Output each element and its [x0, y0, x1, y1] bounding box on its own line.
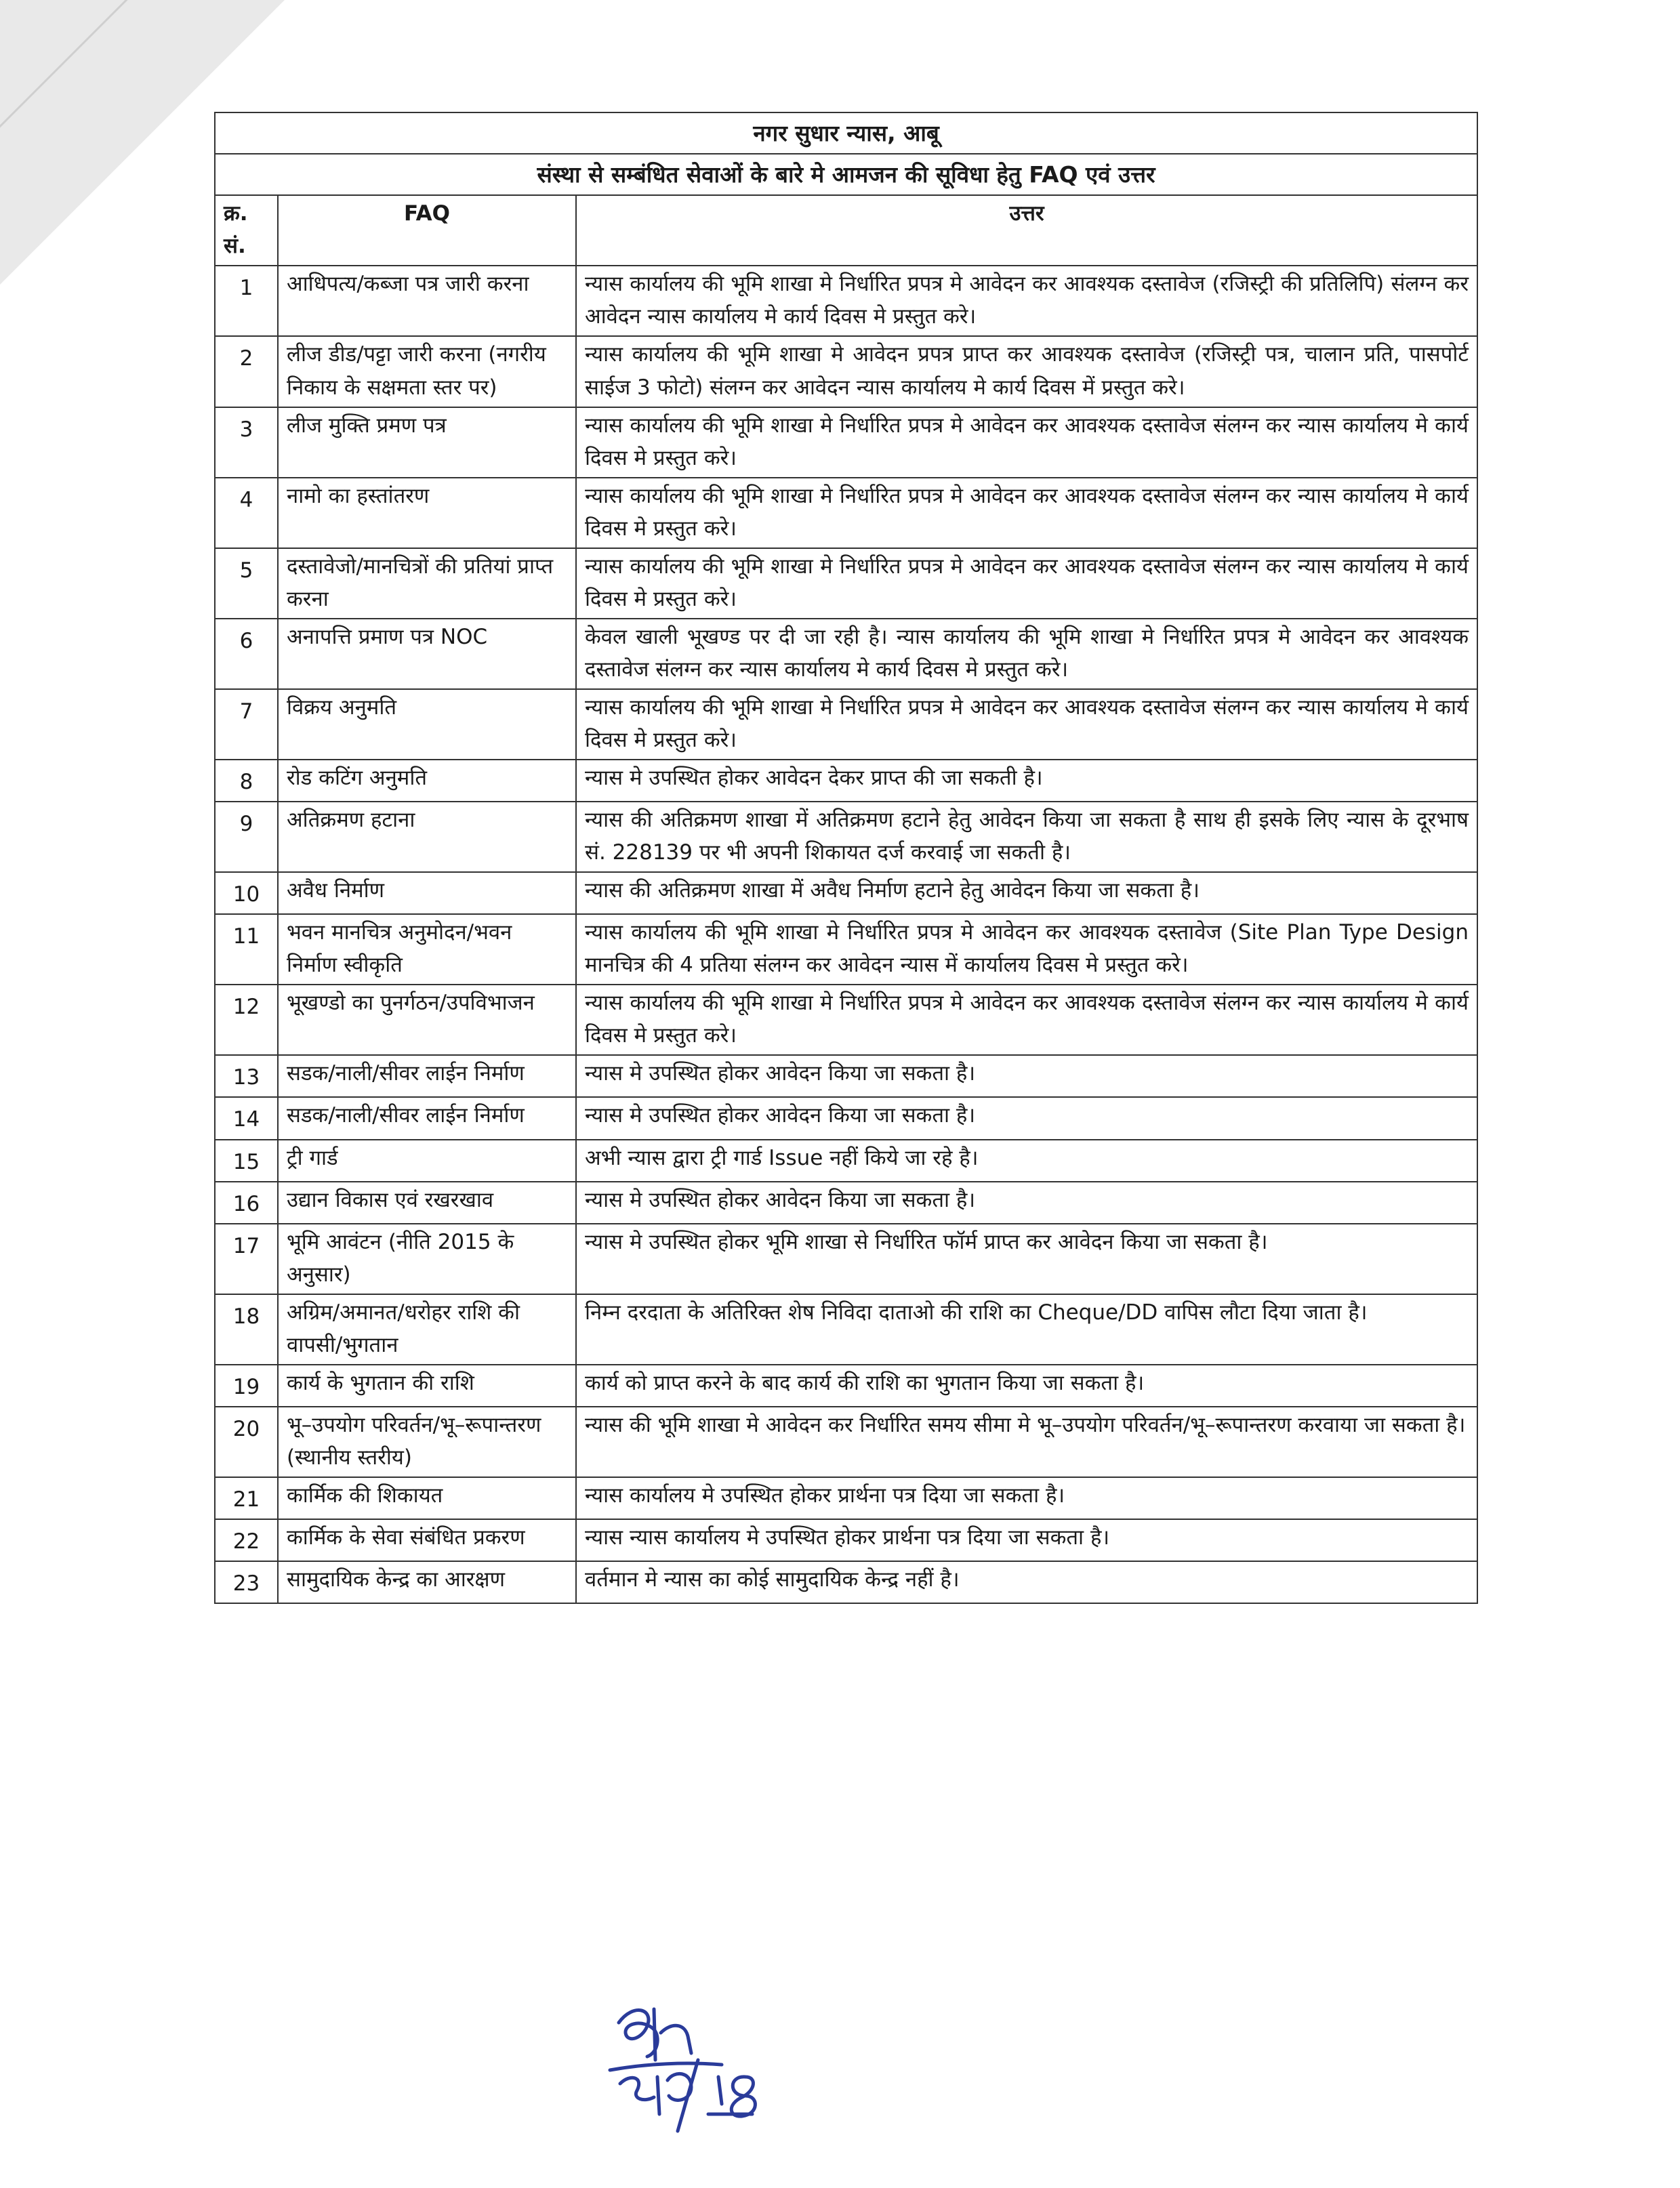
row-answer: न्यास मे उपस्थित होकर भूमि शाखा से निर्धारित फॉर्म प्राप्त कर आवेदन किया जा सकता है। [576, 1224, 1477, 1294]
table-row [215, 914, 1477, 985]
faq-table [214, 112, 1478, 1604]
row-answer: न्यास की अतिक्रमण शाखा में अवैध निर्माण हटाने हेतु आवेदन किया जा सकता है। [576, 872, 1477, 914]
row-faq-question: नामो का हस्तांतरण [278, 478, 576, 548]
table-row [215, 760, 1477, 802]
table-row [215, 985, 1477, 1055]
row-serial-number: 8 [215, 760, 278, 802]
row-serial-number: 3 [215, 407, 278, 478]
row-serial-number: 19 [215, 1365, 278, 1407]
row-serial-number: 16 [215, 1182, 278, 1224]
row-faq-question: सडक/नाली/सीवर लाईन निर्माण [278, 1097, 576, 1139]
table-row [215, 1561, 1477, 1603]
row-faq-question: अवैध निर्माण [278, 872, 576, 914]
row-faq-question: भूमि आवंटन (नीति 2015 के अनुसार) [278, 1224, 576, 1294]
table-row [215, 266, 1477, 336]
row-answer: न्यास कार्यालय की भूमि शाखा मे निर्धारित प्रपत्र मे आवेदन कर आवश्यक दस्तावेज संलग्न कर न्यास कार्यालय मे कार्य दिवस मे प्रस्तुत करे। [576, 985, 1477, 1055]
row-answer: न्यास कार्यालय की भूमि शाखा मे निर्धारित प्रपत्र मे आवेदन कर आवश्यक दस्तावेज संलग्न कर न्यास कार्यालय मे कार्य दिवस मे प्रस्तुत करे। [576, 548, 1477, 619]
row-serial-number: 21 [215, 1477, 278, 1519]
row-serial-number: 4 [215, 478, 278, 548]
row-serial-number: 10 [215, 872, 278, 914]
row-faq-question: अनापत्ति प्रमाण पत्र NOC [278, 619, 576, 689]
row-serial-number: 1 [215, 266, 278, 336]
table-row [215, 1365, 1477, 1407]
row-answer: केवल खाली भूखण्ड पर दी जा रही है। न्यास कार्यालय की भूमि शाखा मे निर्धारित प्रपत्र मे आवेदन कर आवश्यक दस्तावेज संलग्न कर न्यास कार्यालय मे कार्य दिवस मे प्रस्तुत करे। [576, 619, 1477, 689]
row-serial-number: 5 [215, 548, 278, 619]
table-row [215, 689, 1477, 760]
table-row [215, 478, 1477, 548]
row-serial-number: 14 [215, 1097, 278, 1139]
row-answer: न्यास कार्यालय की भूमि शाखा मे निर्धारित प्रपत्र मे आवेदन कर आवश्यक दस्तावेज (Site Plan Type Design मानचित्र की 4 प्रतिया संलग्न कर आवेदन न्यास में कार्यालय दिवस मे प्रस्तुत करे। [576, 914, 1477, 985]
row-faq-question: भू–उपयोग परिवर्तन/भू–रूपान्तरण (स्थानीय स्तरीय) [278, 1407, 576, 1477]
row-serial-number: 23 [215, 1561, 278, 1603]
row-answer: न्यास कार्यालय की भूमि शाखा मे निर्धारित प्रपत्र मे आवेदन कर आवश्यक दस्तावेज संलग्न कर न्यास कार्यालय मे कार्य दिवस मे प्रस्तुत करे। [576, 478, 1477, 548]
table-row [215, 548, 1477, 619]
table-row [215, 1519, 1477, 1561]
row-answer: निम्न दरदाता के अतिरिक्त शेष निविदा दाताओ की राशि का Cheque/DD वापिस लौटा दिया जाता है। [576, 1294, 1477, 1365]
row-answer: न्यास मे उपस्थित होकर आवेदन किया जा सकता है। [576, 1182, 1477, 1224]
row-faq-question: लीज मुक्ति प्रमण पत्र [278, 407, 576, 478]
row-faq-question: कार्मिक की शिकायत [278, 1477, 576, 1519]
table-row [215, 1477, 1477, 1519]
row-answer: कार्य को प्राप्त करने के बाद कार्य की राशि का भुगतान किया जा सकता है। [576, 1365, 1477, 1407]
row-answer: न्यास कार्यालय की भूमि शाखा मे निर्धारित प्रपत्र मे आवेदन कर आवश्यक दस्तावेज संलग्न कर न्यास कार्यालय मे कार्य दिवस मे प्रस्तुत करे। [576, 689, 1477, 760]
table-row [215, 1182, 1477, 1224]
row-answer: न्यास कार्यालय की भूमि शाखा मे निर्धारित प्रपत्र मे आवेदन कर आवश्यक दस्तावेज संलग्न कर न्यास कार्यालय मे कार्य दिवस मे प्रस्तुत करे। [576, 407, 1477, 478]
row-answer: न्यास कार्यालय की भूमि शाखा मे निर्धारित प्रपत्र मे आवेदन कर आवश्यक दस्तावेज (रजिस्ट्री की प्रतिलिपि) संलग्न कर आवेदन न्यास कार्यालय मे कार्य दिवस मे प्रस्तुत करे। [576, 266, 1477, 336]
row-serial-number: 9 [215, 802, 278, 872]
column-header-answer: उत्तर [576, 195, 1477, 266]
row-serial-number: 18 [215, 1294, 278, 1365]
row-serial-number: 22 [215, 1519, 278, 1561]
row-serial-number: 12 [215, 985, 278, 1055]
row-serial-number: 15 [215, 1140, 278, 1182]
row-answer: न्यास कार्यालय मे उपस्थित होकर प्रार्थना पत्र दिया जा सकता है। [576, 1477, 1477, 1519]
row-serial-number: 13 [215, 1055, 278, 1097]
table-row [215, 1140, 1477, 1182]
column-header-sn: क्र. सं. [215, 195, 278, 266]
page-subtitle: संस्था से सम्बंधित सेवाओं के बारे मे आमजन की सूविधा हेतु FAQ एवं उत्तर [215, 154, 1477, 195]
table-row [215, 802, 1477, 872]
row-faq-question: अग्रिम/अमानत/धरोहर राशि की वापसी/भुगतान [278, 1294, 576, 1365]
row-faq-question: दस्तावेजो/मानचित्रों की प्रतियां प्राप्त करना [278, 548, 576, 619]
row-faq-question: सामुदायिक केन्द्र का आरक्षण [278, 1561, 576, 1603]
table-row [215, 1294, 1477, 1365]
table-row [215, 407, 1477, 478]
row-faq-question: आधिपत्य/कब्जा पत्र जारी करना [278, 266, 576, 336]
table-row [215, 1055, 1477, 1097]
row-faq-question: रोड कटिंग अनुमति [278, 760, 576, 802]
folded-corner [0, 0, 285, 285]
column-header-row [215, 195, 1477, 266]
row-faq-question: भूखण्डो का पुनर्गठन/उपविभाजन [278, 985, 576, 1055]
row-faq-question: ट्री गार्ड [278, 1140, 576, 1182]
signature-mark [607, 1996, 817, 2151]
table-row [215, 1407, 1477, 1477]
row-faq-question: लीज डीड/पट्टा जारी करना (नगरीय निकाय के सक्षमता स्तर पर) [278, 336, 576, 407]
row-answer: न्यास मे उपस्थित होकर आवेदन देकर प्राप्त की जा सकती है। [576, 760, 1477, 802]
table-row [215, 1224, 1477, 1294]
row-serial-number: 11 [215, 914, 278, 985]
table-row [215, 619, 1477, 689]
document-sheet [214, 112, 1478, 1604]
row-answer: न्यास कार्यालय की भूमि शाखा मे आवेदन प्रपत्र प्राप्त कर आवश्यक दस्तावेज (रजिस्ट्री पत्र, चालान प्रति, पासपोर्ट साईज 3 फोटो) संलग्न कर आवेदन न्यास कार्यालय मे कार्य दिवस में प्रस्तुत करे। [576, 336, 1477, 407]
row-answer: न्यास मे उपस्थित होकर आवेदन किया जा सकता है। [576, 1097, 1477, 1139]
row-answer: वर्तमान मे न्यास का कोई सामुदायिक केन्द्र नहीं है। [576, 1561, 1477, 1603]
row-answer: न्यास मे उपस्थित होकर आवेदन किया जा सकता है। [576, 1055, 1477, 1097]
page-title: नगर सुधार न्यास, आबू [215, 112, 1477, 154]
row-serial-number: 6 [215, 619, 278, 689]
row-serial-number: 17 [215, 1224, 278, 1294]
row-answer: न्यास की अतिक्रमण शाखा में अतिक्रमण हटाने हेतु आवेदन किया जा सकता है साथ ही इसके लिए न्यास के दूरभाष सं. 228139 पर भी अपनी शिकायत दर्ज करवाई जा सकती है। [576, 802, 1477, 872]
row-answer: न्यास की भूमि शाखा मे आवेदन कर निर्धारित समय सीमा मे भू–उपयोग परिवर्तन/भू–रूपान्तरण करवाया जा सकता है। [576, 1407, 1477, 1477]
table-row [215, 872, 1477, 914]
row-faq-question: भवन मानचित्र अनुमोदन/भवन निर्माण स्वीकृति [278, 914, 576, 985]
row-faq-question: अतिक्रमण हटाना [278, 802, 576, 872]
row-faq-question: कार्मिक के सेवा संबंधित प्रकरण [278, 1519, 576, 1561]
row-serial-number: 7 [215, 689, 278, 760]
row-faq-question: कार्य के भुगतान की राशि [278, 1365, 576, 1407]
row-answer: अभी न्यास द्वारा ट्री गार्ड Issue नहीं किये जा रहे है। [576, 1140, 1477, 1182]
row-serial-number: 2 [215, 336, 278, 407]
column-header-faq: FAQ [278, 195, 576, 266]
table-row [215, 336, 1477, 407]
row-faq-question: विक्रय अनुमति [278, 689, 576, 760]
row-answer: न्यास न्यास कार्यालय मे उपस्थित होकर प्रार्थना पत्र दिया जा सकता है। [576, 1519, 1477, 1561]
row-faq-question: उद्यान विकास एवं रखरखाव [278, 1182, 576, 1224]
row-faq-question: सडक/नाली/सीवर लाईन निर्माण [278, 1055, 576, 1097]
row-serial-number: 20 [215, 1407, 278, 1477]
faq-body [215, 266, 1477, 1603]
table-row [215, 1097, 1477, 1139]
